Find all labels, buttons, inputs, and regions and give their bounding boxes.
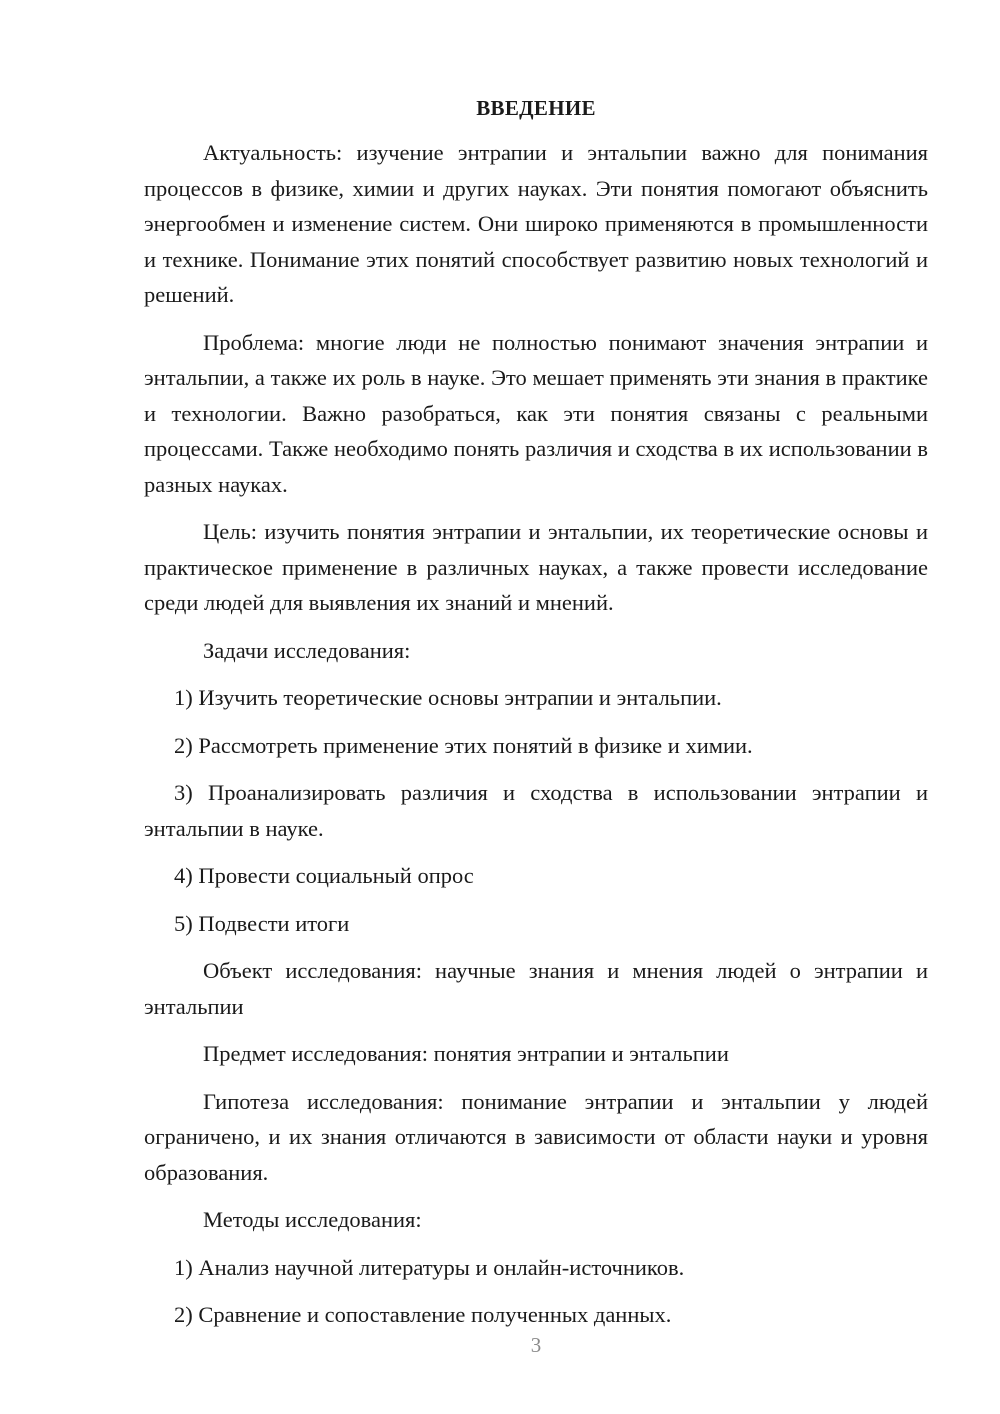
subject-paragraph: Предмет исследования: понятия энтрапии и энтальпии bbox=[203, 1041, 729, 1066]
problem-paragraph: Проблема: многие люди не полностью понимают значения энтрапии и энтальпии, а также их роль в науке. Это мешает применять эти знания в практике и технологии. Важно разобраться, как эти понятия связаны с реальными процессами. Также необходимо понять различия и сходства в их использовании в разных науках. bbox=[144, 329, 928, 497]
goal-paragraph: Цель: изучить понятия энтрапии и энтальпии, их теоретические основы и практическое применение в различных науках, а также провести исследование среди людей для выявления их знаний и мнений. bbox=[144, 519, 928, 615]
task-item: 2) Рассмотреть применение этих понятий в физике и химии. bbox=[174, 732, 753, 758]
page-number: 3 bbox=[530, 1333, 542, 1357]
section-heading: ВВЕДЕНИЕ bbox=[476, 96, 596, 120]
methods-title: Методы исследования: bbox=[203, 1207, 422, 1232]
task-item: 5) Подвести итоги bbox=[174, 910, 350, 936]
hypothesis-paragraph: Гипотеза исследования: понимание энтрапии и энтальпии у людей ограничено, и их знания отличаются в зависимости от области науки и уровня образования. bbox=[144, 1088, 928, 1185]
method-item: 1) Анализ научной литературы и онлайн-источников. bbox=[174, 1254, 685, 1280]
tasks-title: Задачи исследования: bbox=[203, 637, 411, 663]
task-item: 3) Проанализировать различия и сходства в использовании энтрапии и энтальпии в науке. bbox=[144, 780, 928, 841]
task-item: 4) Провести социальный опрос bbox=[174, 863, 474, 888]
page-body bbox=[144, 96, 928, 1345]
object-paragraph: Объект исследования: научные знания и мнения людей о энтрапии и энтальпии bbox=[144, 958, 928, 1019]
relevance-paragraph: Актуальность: изучение энтрапии и энтальпии важно для понимания процессов в физике, химии и других науках. Эти понятия помогают объяснить энергообмен и изменение систем. Они широко применяются в промышленности и технике. Понимание этих понятий способствует развитию новых технологий и решений. bbox=[144, 140, 928, 307]
method-item: 2) Сравнение и сопоставление полученных данных. bbox=[174, 1302, 672, 1327]
task-item: 1) Изучить теоретические основы энтрапии и энтальпии. bbox=[174, 685, 722, 710]
